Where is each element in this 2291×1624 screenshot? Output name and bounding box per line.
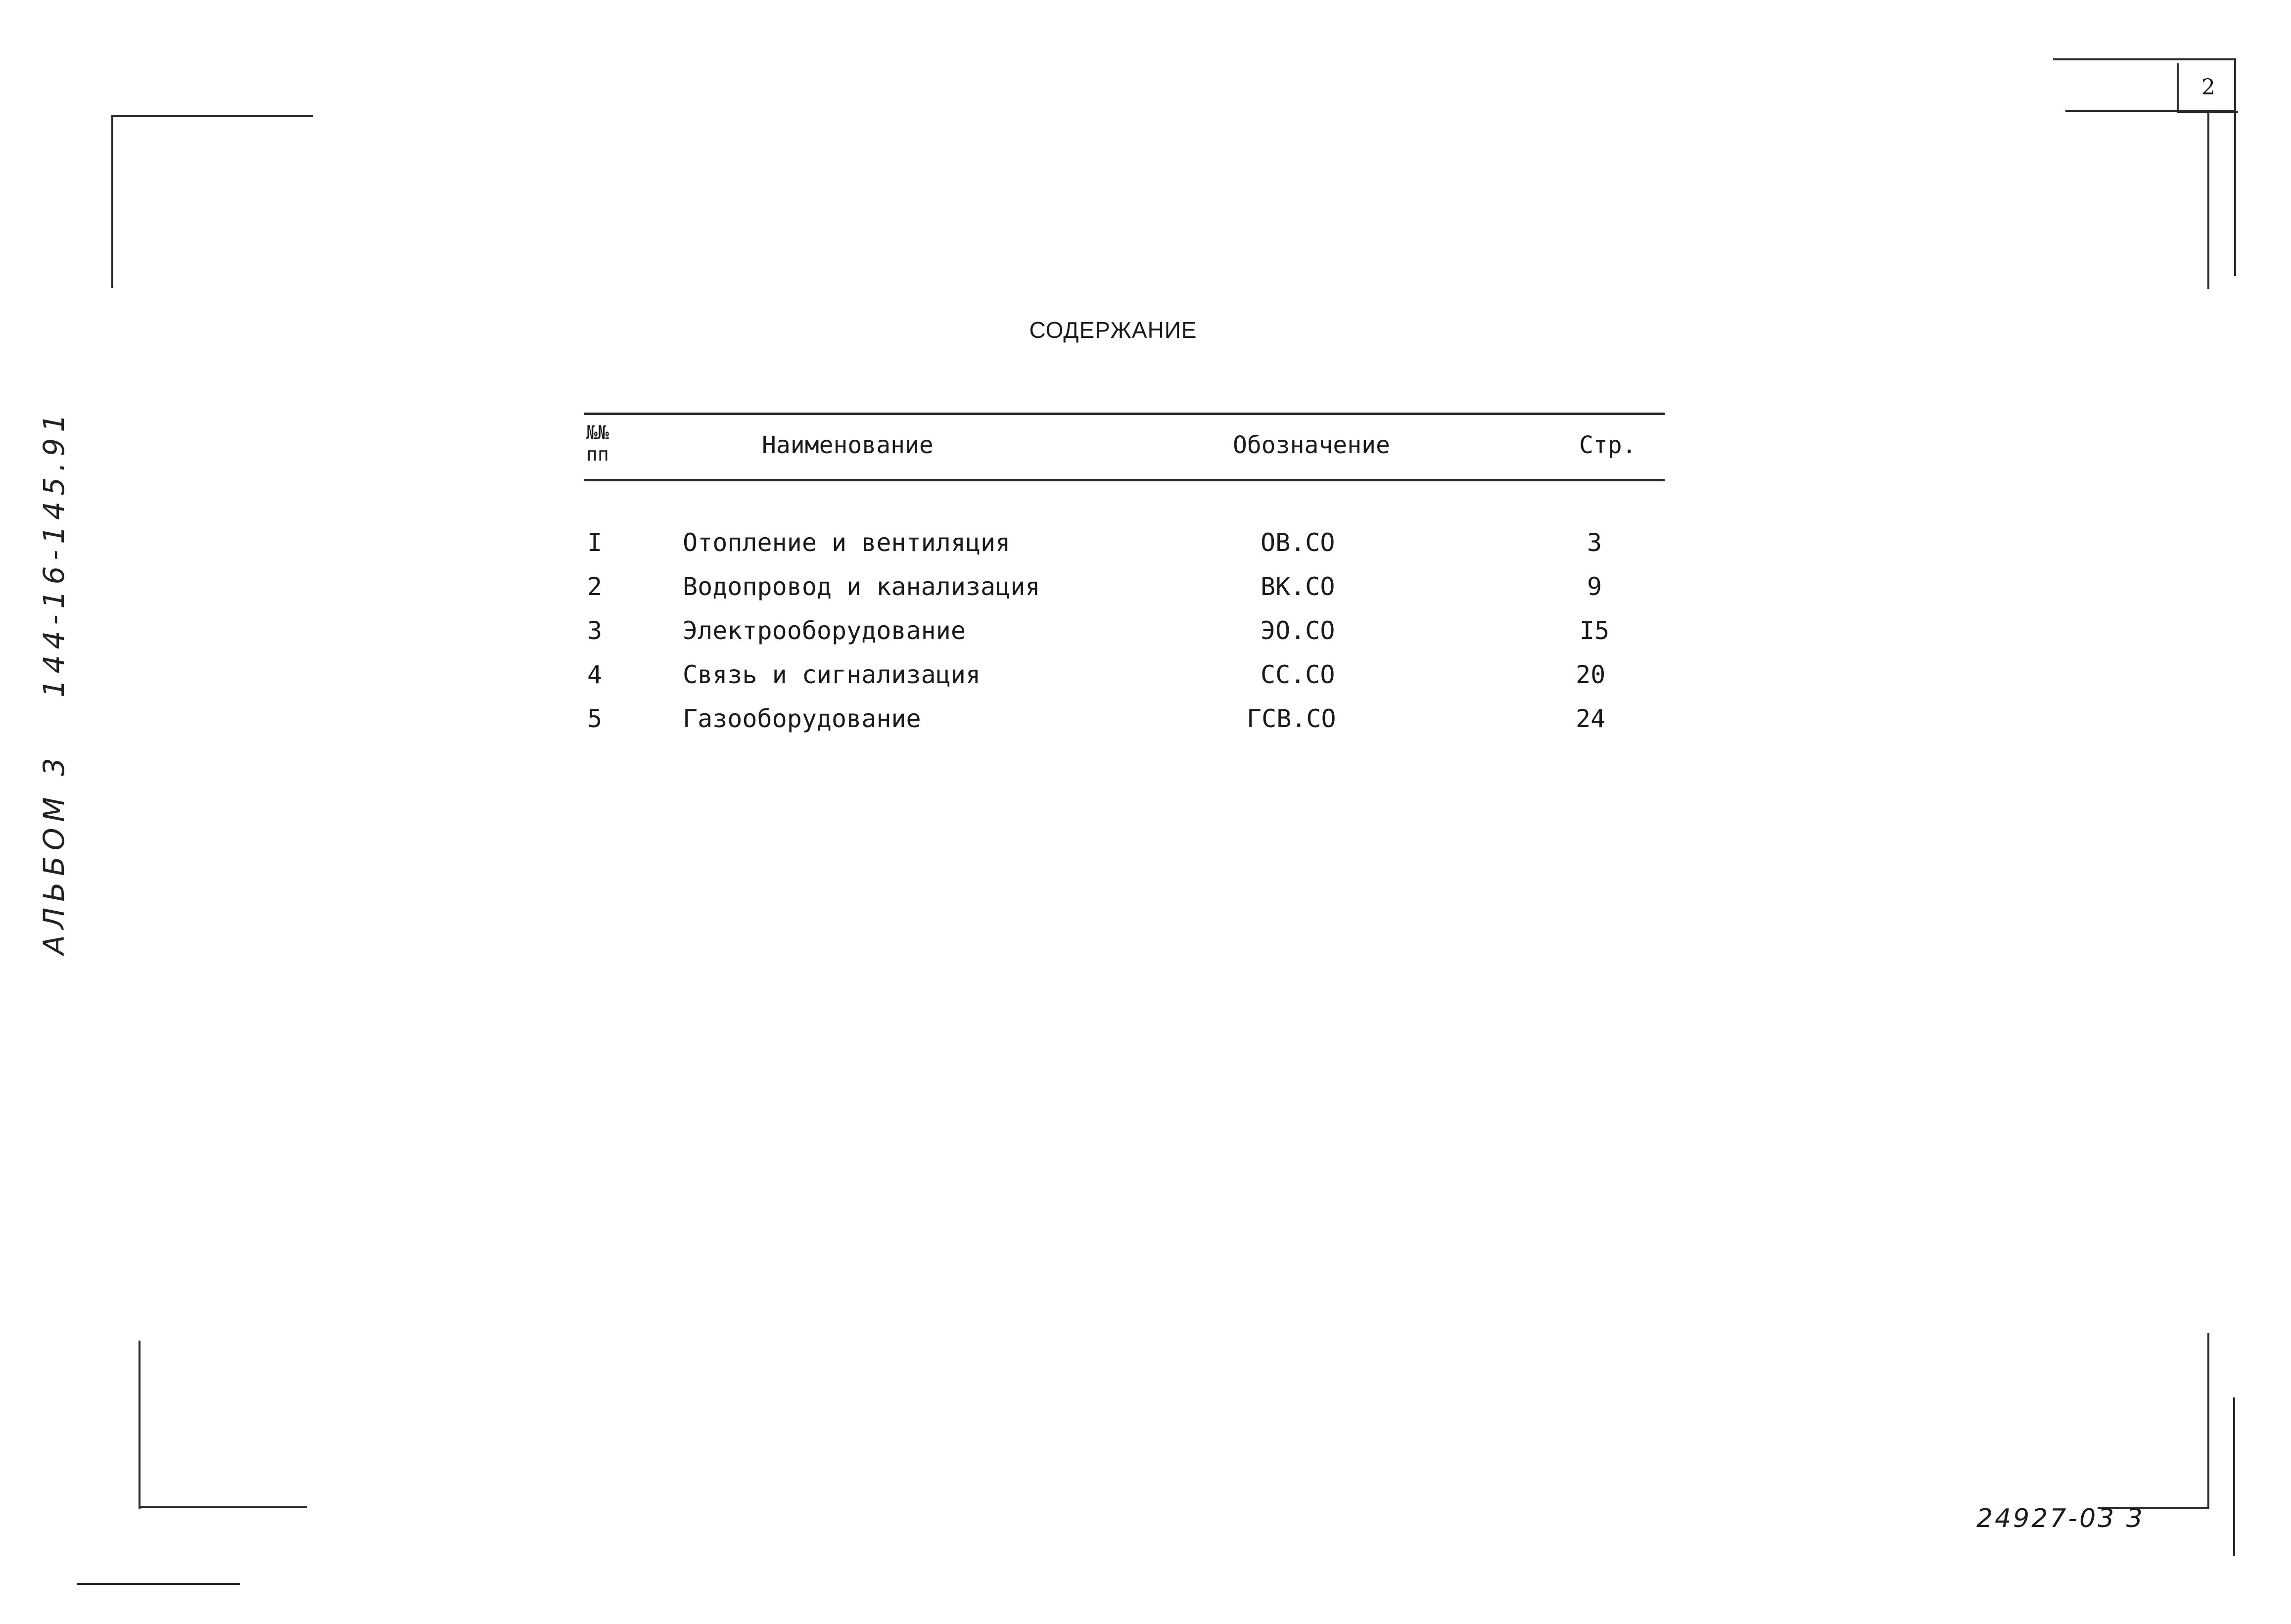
footer-code	[1976, 1504, 2145, 1533]
page-number-box: 2	[2177, 63, 2238, 113]
row-name: Отопление и вентиляция	[683, 528, 1011, 557]
row-code: ВК.СО	[1261, 572, 1335, 601]
row-num: 2	[587, 572, 603, 601]
row-name: Связь и сигнализация	[683, 660, 981, 689]
frame-top-right-horizontal	[2053, 58, 2236, 60]
page-title: СОДЕРЖАНИЕ	[1029, 317, 1197, 343]
frame-top-left-horizontal	[111, 115, 313, 117]
footer-code-sheet: 3	[2126, 1504, 2145, 1533]
row-page: I5	[1580, 616, 1610, 645]
header-num: №№ пп	[586, 421, 609, 465]
frame-top-left-vertical	[111, 115, 113, 288]
row-num: I	[587, 528, 603, 557]
row-page: 9	[1587, 572, 1602, 601]
row-name: Газооборудование	[683, 704, 921, 733]
row-name: Электрооборудование	[683, 616, 966, 645]
frame-bottom-left-underline	[77, 1583, 240, 1585]
footer-code-number: 24927-03	[1976, 1504, 2116, 1533]
side-label-designation: 144-16-145.91	[37, 408, 71, 698]
row-name: Водопровод и канализация	[683, 572, 1040, 601]
row-code: ОВ.СО	[1261, 528, 1335, 557]
header-page: Стр.	[1579, 431, 1636, 459]
row-num: 5	[587, 704, 603, 733]
side-label	[37, 354, 71, 955]
side-label-album: АЛЬБОМ 3	[37, 752, 71, 955]
frame-bottom-left-vertical	[139, 1341, 140, 1509]
row-num: 3	[587, 616, 603, 645]
frame-bottom-right-vertical	[2207, 1333, 2209, 1509]
row-page: 24	[1576, 704, 1606, 733]
header-name: Наименование	[762, 431, 934, 459]
frame-bottom-left-horizontal	[139, 1506, 307, 1508]
table-header-rule	[584, 479, 1665, 481]
row-code: СС.СО	[1261, 660, 1335, 689]
frame-bottom-right-vertical-outer	[2233, 1397, 2235, 1556]
row-page: 20	[1576, 660, 1606, 689]
row-code: ГСВ.СО	[1247, 704, 1336, 733]
row-code: ЭО.СО	[1261, 616, 1335, 645]
row-num: 4	[587, 660, 603, 689]
header-code: Обозначение	[1233, 431, 1390, 459]
frame-top-right-vertical	[2207, 110, 2209, 289]
table-top-rule	[584, 413, 1665, 415]
row-page: 3	[1587, 528, 1602, 557]
